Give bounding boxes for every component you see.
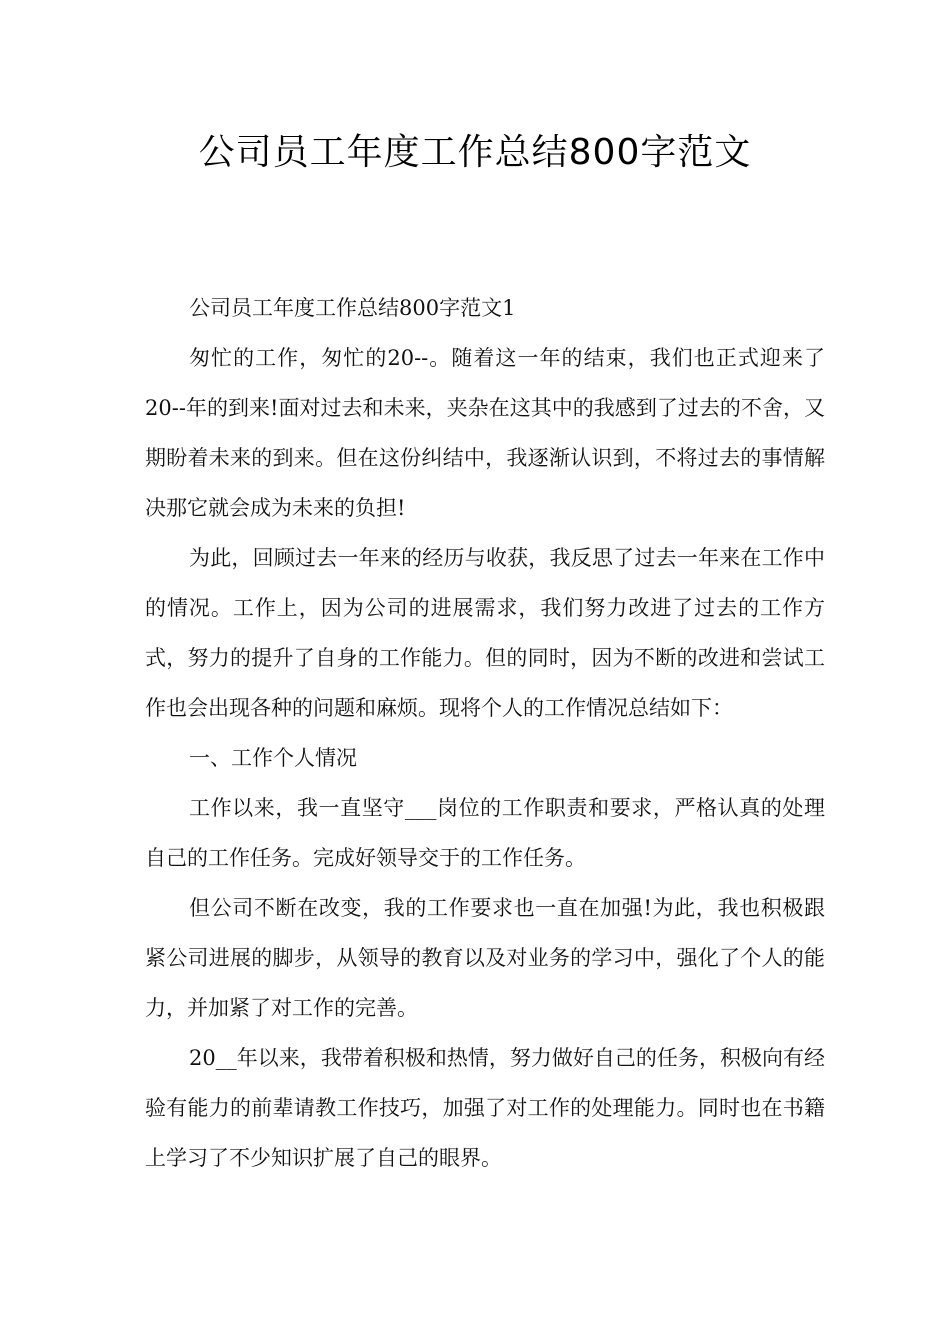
document-body (145, 283, 825, 1183)
paragraph-learning: 20__年以来，我带着积极和热情，努力做好自己的任务，积极向有经验有能力的前辈请教工作技巧，加强了对工作的处理能力。同时也在书籍上学习了不少知识扩展了自己的眼界。 (145, 1046, 825, 1170)
paragraph-intro: 匆忙的工作，匆忙的20--。随着这一年的结束，我们也正式迎来了20--年的到来!面对过去和未来，夹杂在这其中的我感到了过去的不舍，又期盼着未来的到来。但在这份纠结中，我逐渐认识到，不将过去的事情解决那它就会成为未来的负担! (145, 346, 825, 520)
section-heading: 公司员工年度工作总结800字范文1 (189, 296, 516, 320)
paragraph-reflection: 为此，回顾过去一年来的经历与收获，我反思了过去一年来在工作中的情况。工作上，因为公司的进展需求，我们努力改进了过去的工作方式，努力的提升了自身的工作能力。但的同时，因为不断的改进和尝试工作也会出现各种的问题和麻烦。现将个人的工作情况总结如下： (145, 546, 825, 720)
subheading-personal-situation: 一、工作个人情况 (189, 746, 357, 770)
paragraph-improvement: 但公司不断在改变，我的工作要求也一直在加强!为此，我也积极跟紧公司进展的脚步，从领导的教育以及对业务的学习中，强化了个人的能力，并加紧了对工作的完善。 (145, 896, 825, 1020)
paragraph-duties: 工作以来，我一直坚守___岗位的工作职责和要求，严格认真的处理自己的工作任务。完成好领导交于的工作任务。 (145, 796, 825, 870)
document-title: 公司员工年度工作总结800字范文 (198, 132, 752, 173)
